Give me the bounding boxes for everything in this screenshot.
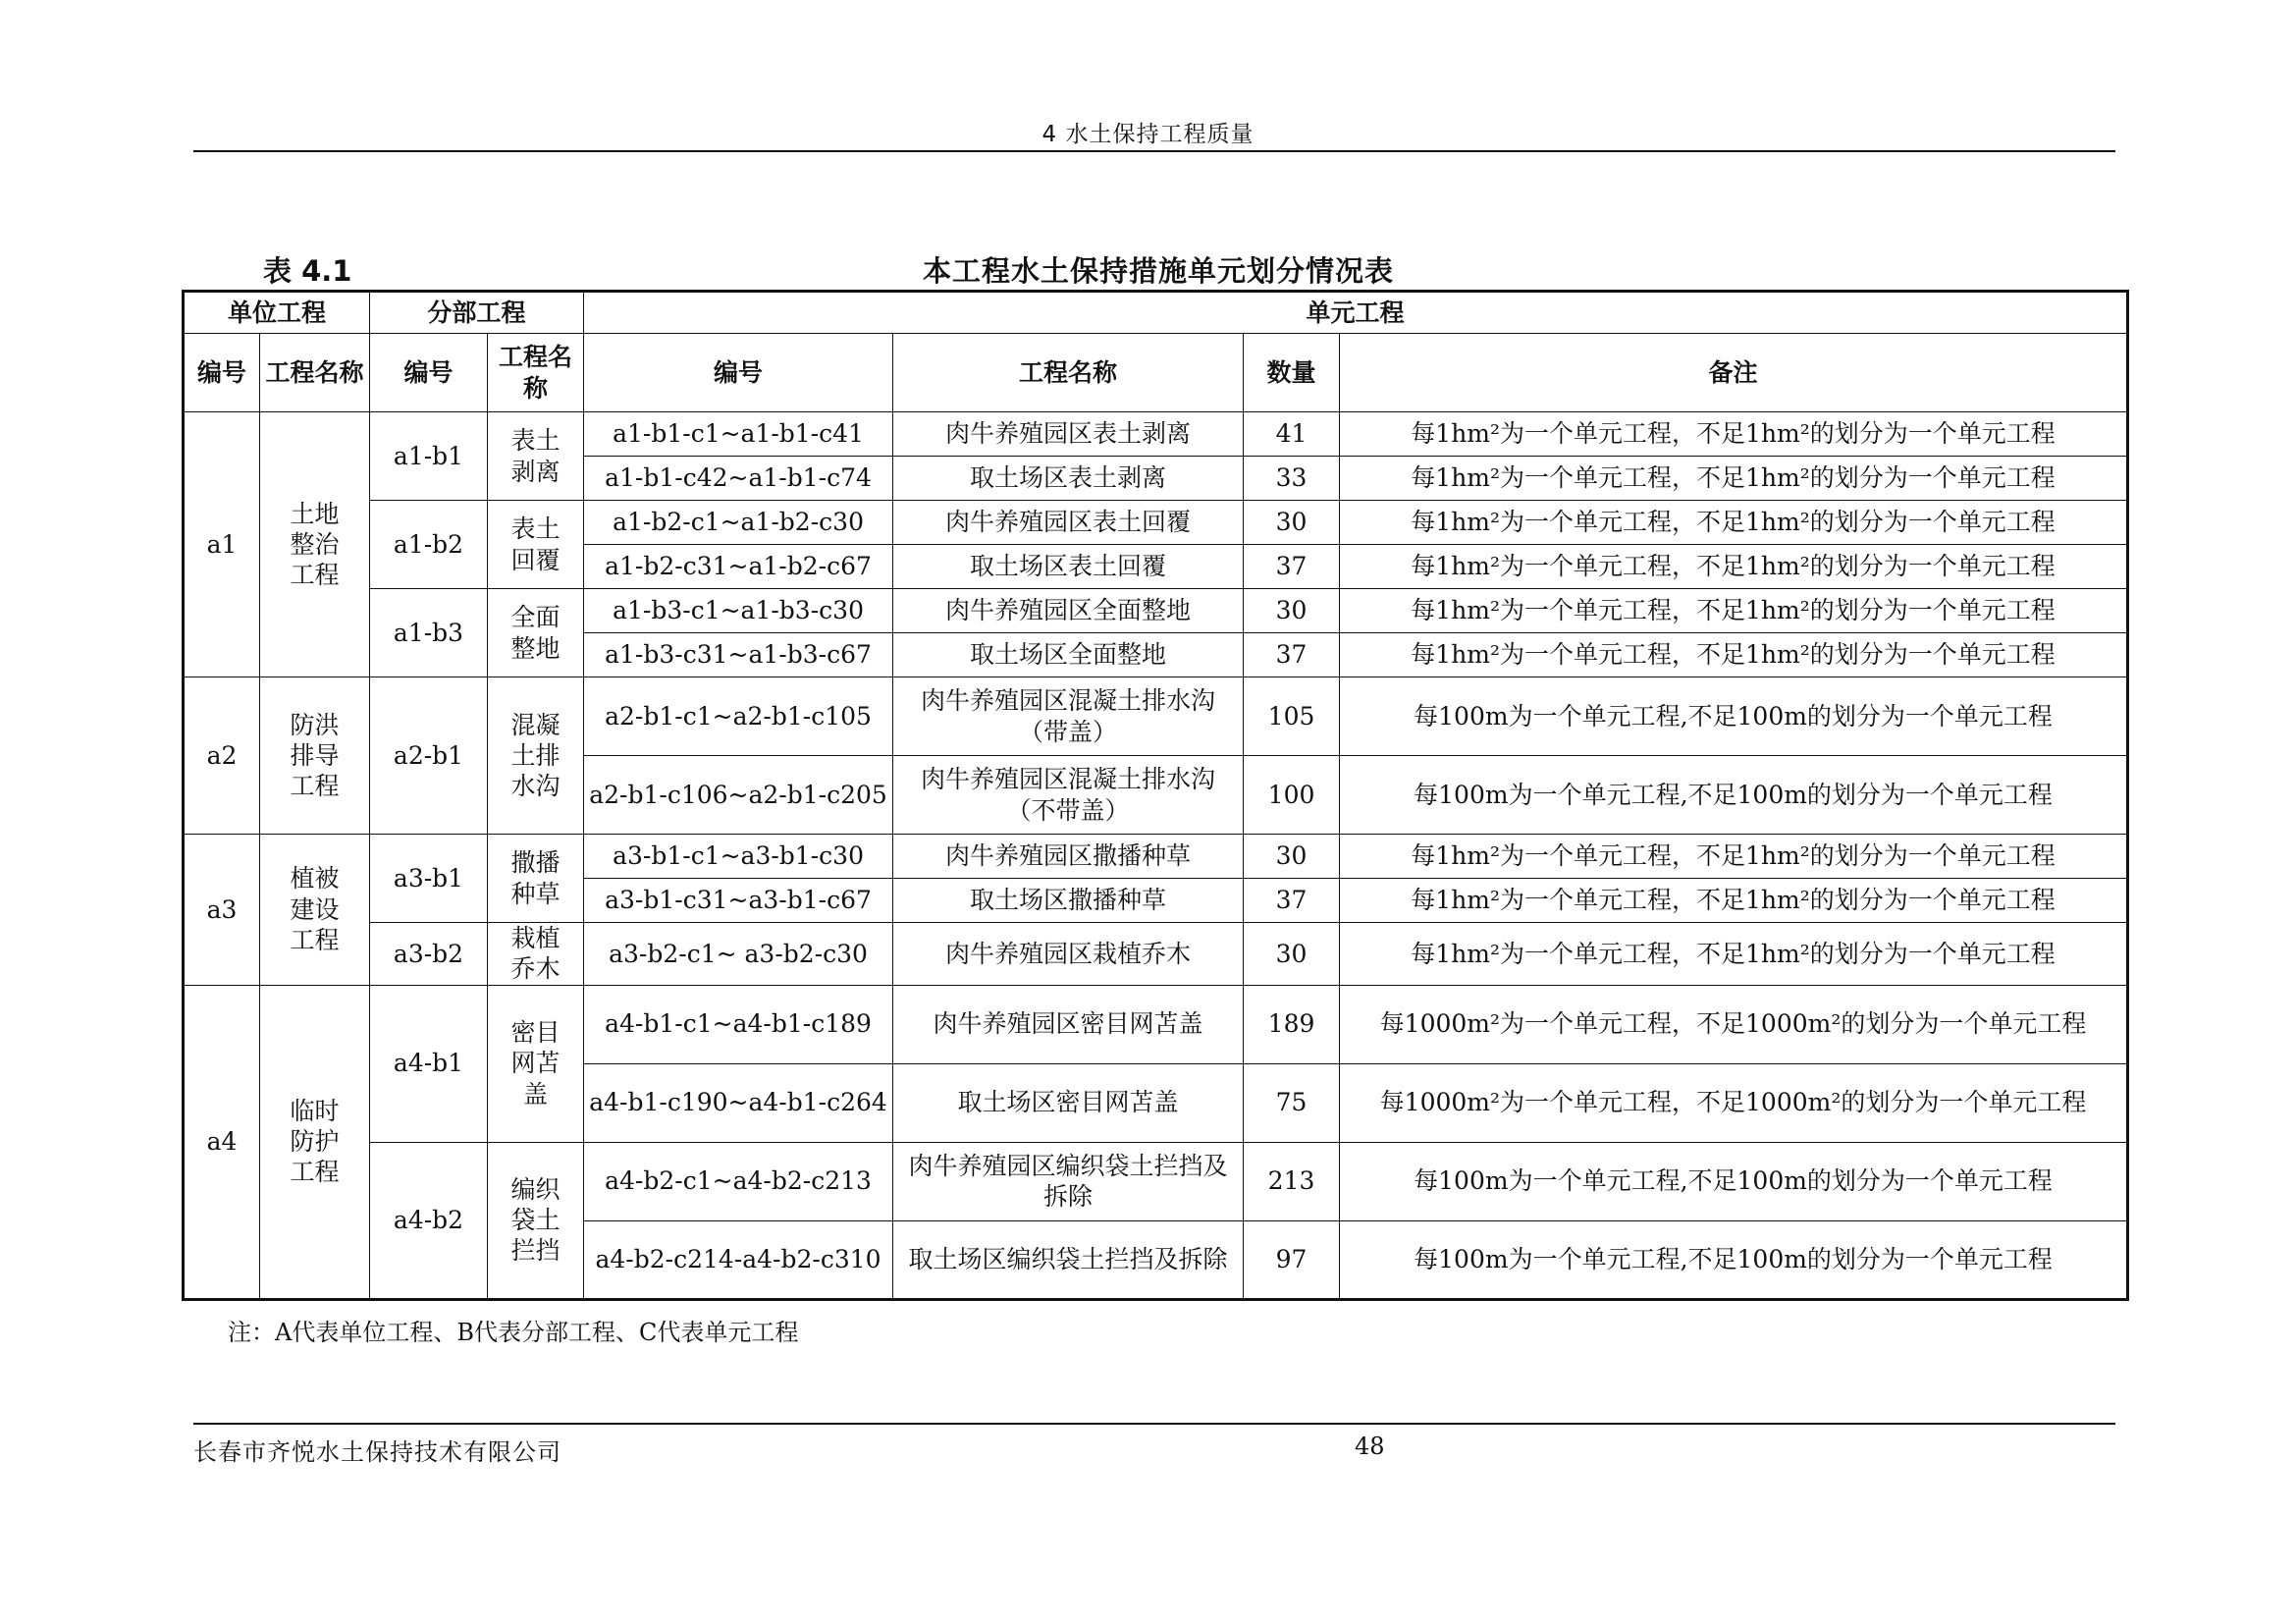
table-title: 本工程水土保持措施单元划分情况表: [923, 254, 1395, 288]
element-range-cell: a1-b1-c42~a1-b1-c74: [584, 457, 893, 501]
element-note-cell: 每100m为一个单元工程,不足100m的划分为一个单元工程: [1340, 677, 2128, 756]
element-qty-cell: 30: [1244, 835, 1340, 879]
element-qty-cell: 213: [1244, 1142, 1340, 1220]
table-body: [184, 412, 2128, 1300]
element-name-cell: 取土场区撒播种草: [893, 879, 1244, 923]
element-qty-cell: 30: [1244, 923, 1340, 986]
unit-no-cell: a1: [184, 412, 260, 677]
table-row: [184, 835, 2128, 879]
table-number: 表 4.1: [263, 254, 352, 288]
element-range-cell: a4-b2-c214-a4-b2-c310: [584, 1220, 893, 1299]
unit-no-cell: a3: [184, 835, 260, 986]
element-qty-cell: 97: [1244, 1220, 1340, 1299]
division-no-cell: a2-b1: [370, 677, 488, 835]
element-note-cell: 每1hm²为一个单元工程，不足1hm²的划分为一个单元工程: [1340, 545, 2128, 589]
element-note-cell: 每1hm²为一个单元工程，不足1hm²的划分为一个单元工程: [1340, 633, 2128, 677]
element-name-cell: 肉牛养殖园区表土剥离: [893, 412, 1244, 457]
element-name-cell: 取土场区表土剥离: [893, 457, 1244, 501]
header-el-no: 编号: [584, 334, 893, 412]
table-row: [184, 501, 2128, 545]
element-name-cell: 肉牛养殖园区密目网苫盖: [893, 985, 1244, 1063]
table-row: [184, 985, 2128, 1063]
element-note-cell: 每1hm²为一个单元工程，不足1hm²的划分为一个单元工程: [1340, 589, 2128, 633]
division-no-cell: a3-b2: [370, 923, 488, 986]
element-name-cell: 肉牛养殖园区混凝土排水沟（不带盖）: [893, 756, 1244, 835]
element-range-cell: a3-b2-c1~ a3-b2-c30: [584, 923, 893, 986]
table-row: [184, 923, 2128, 986]
element-qty-cell: 30: [1244, 589, 1340, 633]
header-div-name: 工程名称: [488, 334, 584, 412]
element-qty-cell: 105: [1244, 677, 1340, 756]
element-range-cell: a3-b1-c31~a3-b1-c67: [584, 879, 893, 923]
header-unit-project: 单位工程: [184, 292, 370, 334]
element-note-cell: 每1hm²为一个单元工程，不足1hm²的划分为一个单元工程: [1340, 457, 2128, 501]
division-name-cell: 栽植乔木: [488, 923, 584, 986]
element-qty-cell: 41: [1244, 412, 1340, 457]
element-range-cell: a1-b1-c1~a1-b1-c41: [584, 412, 893, 457]
element-range-cell: a3-b1-c1~a3-b1-c30: [584, 835, 893, 879]
header-element-project: 单元工程: [584, 292, 2128, 334]
division-no-cell: a3-b1: [370, 835, 488, 923]
footer-company: 长春市齐悦水土保持技术有限公司: [193, 1438, 561, 1466]
element-range-cell: a2-b1-c1~a2-b1-c105: [584, 677, 893, 756]
division-name-cell: 表土剥离: [488, 412, 584, 501]
unit-no-cell: a4: [184, 985, 260, 1299]
element-range-cell: a1-b2-c31~a1-b2-c67: [584, 545, 893, 589]
chapter-header: 4 水土保持工程质量: [1041, 122, 1255, 147]
element-name-cell: 肉牛养殖园区全面整地: [893, 589, 1244, 633]
header-unit-name: 工程名称: [260, 334, 370, 412]
division-name-cell: 密目网苫盖: [488, 985, 584, 1142]
element-name-cell: 取土场区全面整地: [893, 633, 1244, 677]
table-row: [184, 412, 2128, 457]
element-qty-cell: 37: [1244, 633, 1340, 677]
element-name-cell: 肉牛养殖园区混凝土排水沟（带盖）: [893, 677, 1244, 756]
element-name-cell: 肉牛养殖园区编织袋土拦挡及拆除: [893, 1142, 1244, 1220]
unit-name-cell: 防洪排导工程: [260, 677, 370, 835]
element-name-cell: 肉牛养殖园区表土回覆: [893, 501, 1244, 545]
division-name-cell: 全面整地: [488, 589, 584, 677]
element-note-cell: 每1hm²为一个单元工程，不足1hm²的划分为一个单元工程: [1340, 879, 2128, 923]
element-qty-cell: 189: [1244, 985, 1340, 1063]
element-qty-cell: 75: [1244, 1063, 1340, 1142]
element-range-cell: a1-b3-c31~a1-b3-c67: [584, 633, 893, 677]
element-name-cell: 肉牛养殖园区栽植乔木: [893, 923, 1244, 986]
header-div-no: 编号: [370, 334, 488, 412]
element-note-cell: 每100m为一个单元工程,不足100m的划分为一个单元工程: [1340, 756, 2128, 835]
element-range-cell: a4-b2-c1~a4-b2-c213: [584, 1142, 893, 1220]
element-name-cell: 取土场区编织袋土拦挡及拆除: [893, 1220, 1244, 1299]
division-no-cell: a1-b2: [370, 501, 488, 589]
division-name-cell: 混凝土排水沟: [488, 677, 584, 835]
header-division-project: 分部工程: [370, 292, 584, 334]
element-note-cell: 每1hm²为一个单元工程，不足1hm²的划分为一个单元工程: [1340, 835, 2128, 879]
table-row: [184, 1142, 2128, 1220]
division-no-cell: a1-b1: [370, 412, 488, 501]
unit-no-cell: a2: [184, 677, 260, 835]
element-qty-cell: 30: [1244, 501, 1340, 545]
division-name-cell: 表土回覆: [488, 501, 584, 589]
element-range-cell: a4-b1-c1~a4-b1-c189: [584, 985, 893, 1063]
division-name-cell: 撒播种草: [488, 835, 584, 923]
element-qty-cell: 100: [1244, 756, 1340, 835]
element-note-cell: 每100m为一个单元工程,不足100m的划分为一个单元工程: [1340, 1220, 2128, 1299]
header-unit-no: 编号: [184, 334, 260, 412]
division-no-cell: a4-b2: [370, 1142, 488, 1299]
division-name-cell: 编织袋土拦挡: [488, 1142, 584, 1299]
element-range-cell: a2-b1-c106~a2-b1-c205: [584, 756, 893, 835]
element-range-cell: a4-b1-c190~a4-b1-c264: [584, 1063, 893, 1142]
unit-name-cell: 植被建设工程: [260, 835, 370, 986]
element-note-cell: 每1hm²为一个单元工程，不足1hm²的划分为一个单元工程: [1340, 923, 2128, 986]
element-qty-cell: 33: [1244, 457, 1340, 501]
element-qty-cell: 37: [1244, 879, 1340, 923]
element-qty-cell: 37: [1244, 545, 1340, 589]
unit-name-cell: 土地整治工程: [260, 412, 370, 677]
element-note-cell: 每100m为一个单元工程,不足100m的划分为一个单元工程: [1340, 1142, 2128, 1220]
table-row: [184, 677, 2128, 756]
table-row: [184, 589, 2128, 633]
table-note: 注：A代表单位工程、B代表分部工程、C代表单元工程: [228, 1319, 799, 1346]
footer-rule: [193, 1423, 2115, 1425]
division-no-cell: a4-b1: [370, 985, 488, 1142]
element-range-cell: a1-b3-c1~a1-b3-c30: [584, 589, 893, 633]
header-el-note: 备注: [1340, 334, 2128, 412]
element-name-cell: 肉牛养殖园区撒播种草: [893, 835, 1244, 879]
element-range-cell: a1-b2-c1~a1-b2-c30: [584, 501, 893, 545]
division-no-cell: a1-b3: [370, 589, 488, 677]
header-el-qty: 数量: [1244, 334, 1340, 412]
element-note-cell: 每1000m²为一个单元工程，不足1000m²的划分为一个单元工程: [1340, 985, 2128, 1063]
element-name-cell: 取土场区密目网苫盖: [893, 1063, 1244, 1142]
unit-division-table: [182, 290, 2129, 1301]
header-rule: [193, 150, 2115, 152]
element-name-cell: 取土场区表土回覆: [893, 545, 1244, 589]
header-el-name: 工程名称: [893, 334, 1244, 412]
element-note-cell: 每1hm²为一个单元工程，不足1hm²的划分为一个单元工程: [1340, 412, 2128, 457]
page-number: 48: [1355, 1433, 1385, 1460]
element-note-cell: 每1hm²为一个单元工程，不足1hm²的划分为一个单元工程: [1340, 501, 2128, 545]
element-note-cell: 每1000m²为一个单元工程，不足1000m²的划分为一个单元工程: [1340, 1063, 2128, 1142]
unit-name-cell: 临时防护工程: [260, 985, 370, 1299]
